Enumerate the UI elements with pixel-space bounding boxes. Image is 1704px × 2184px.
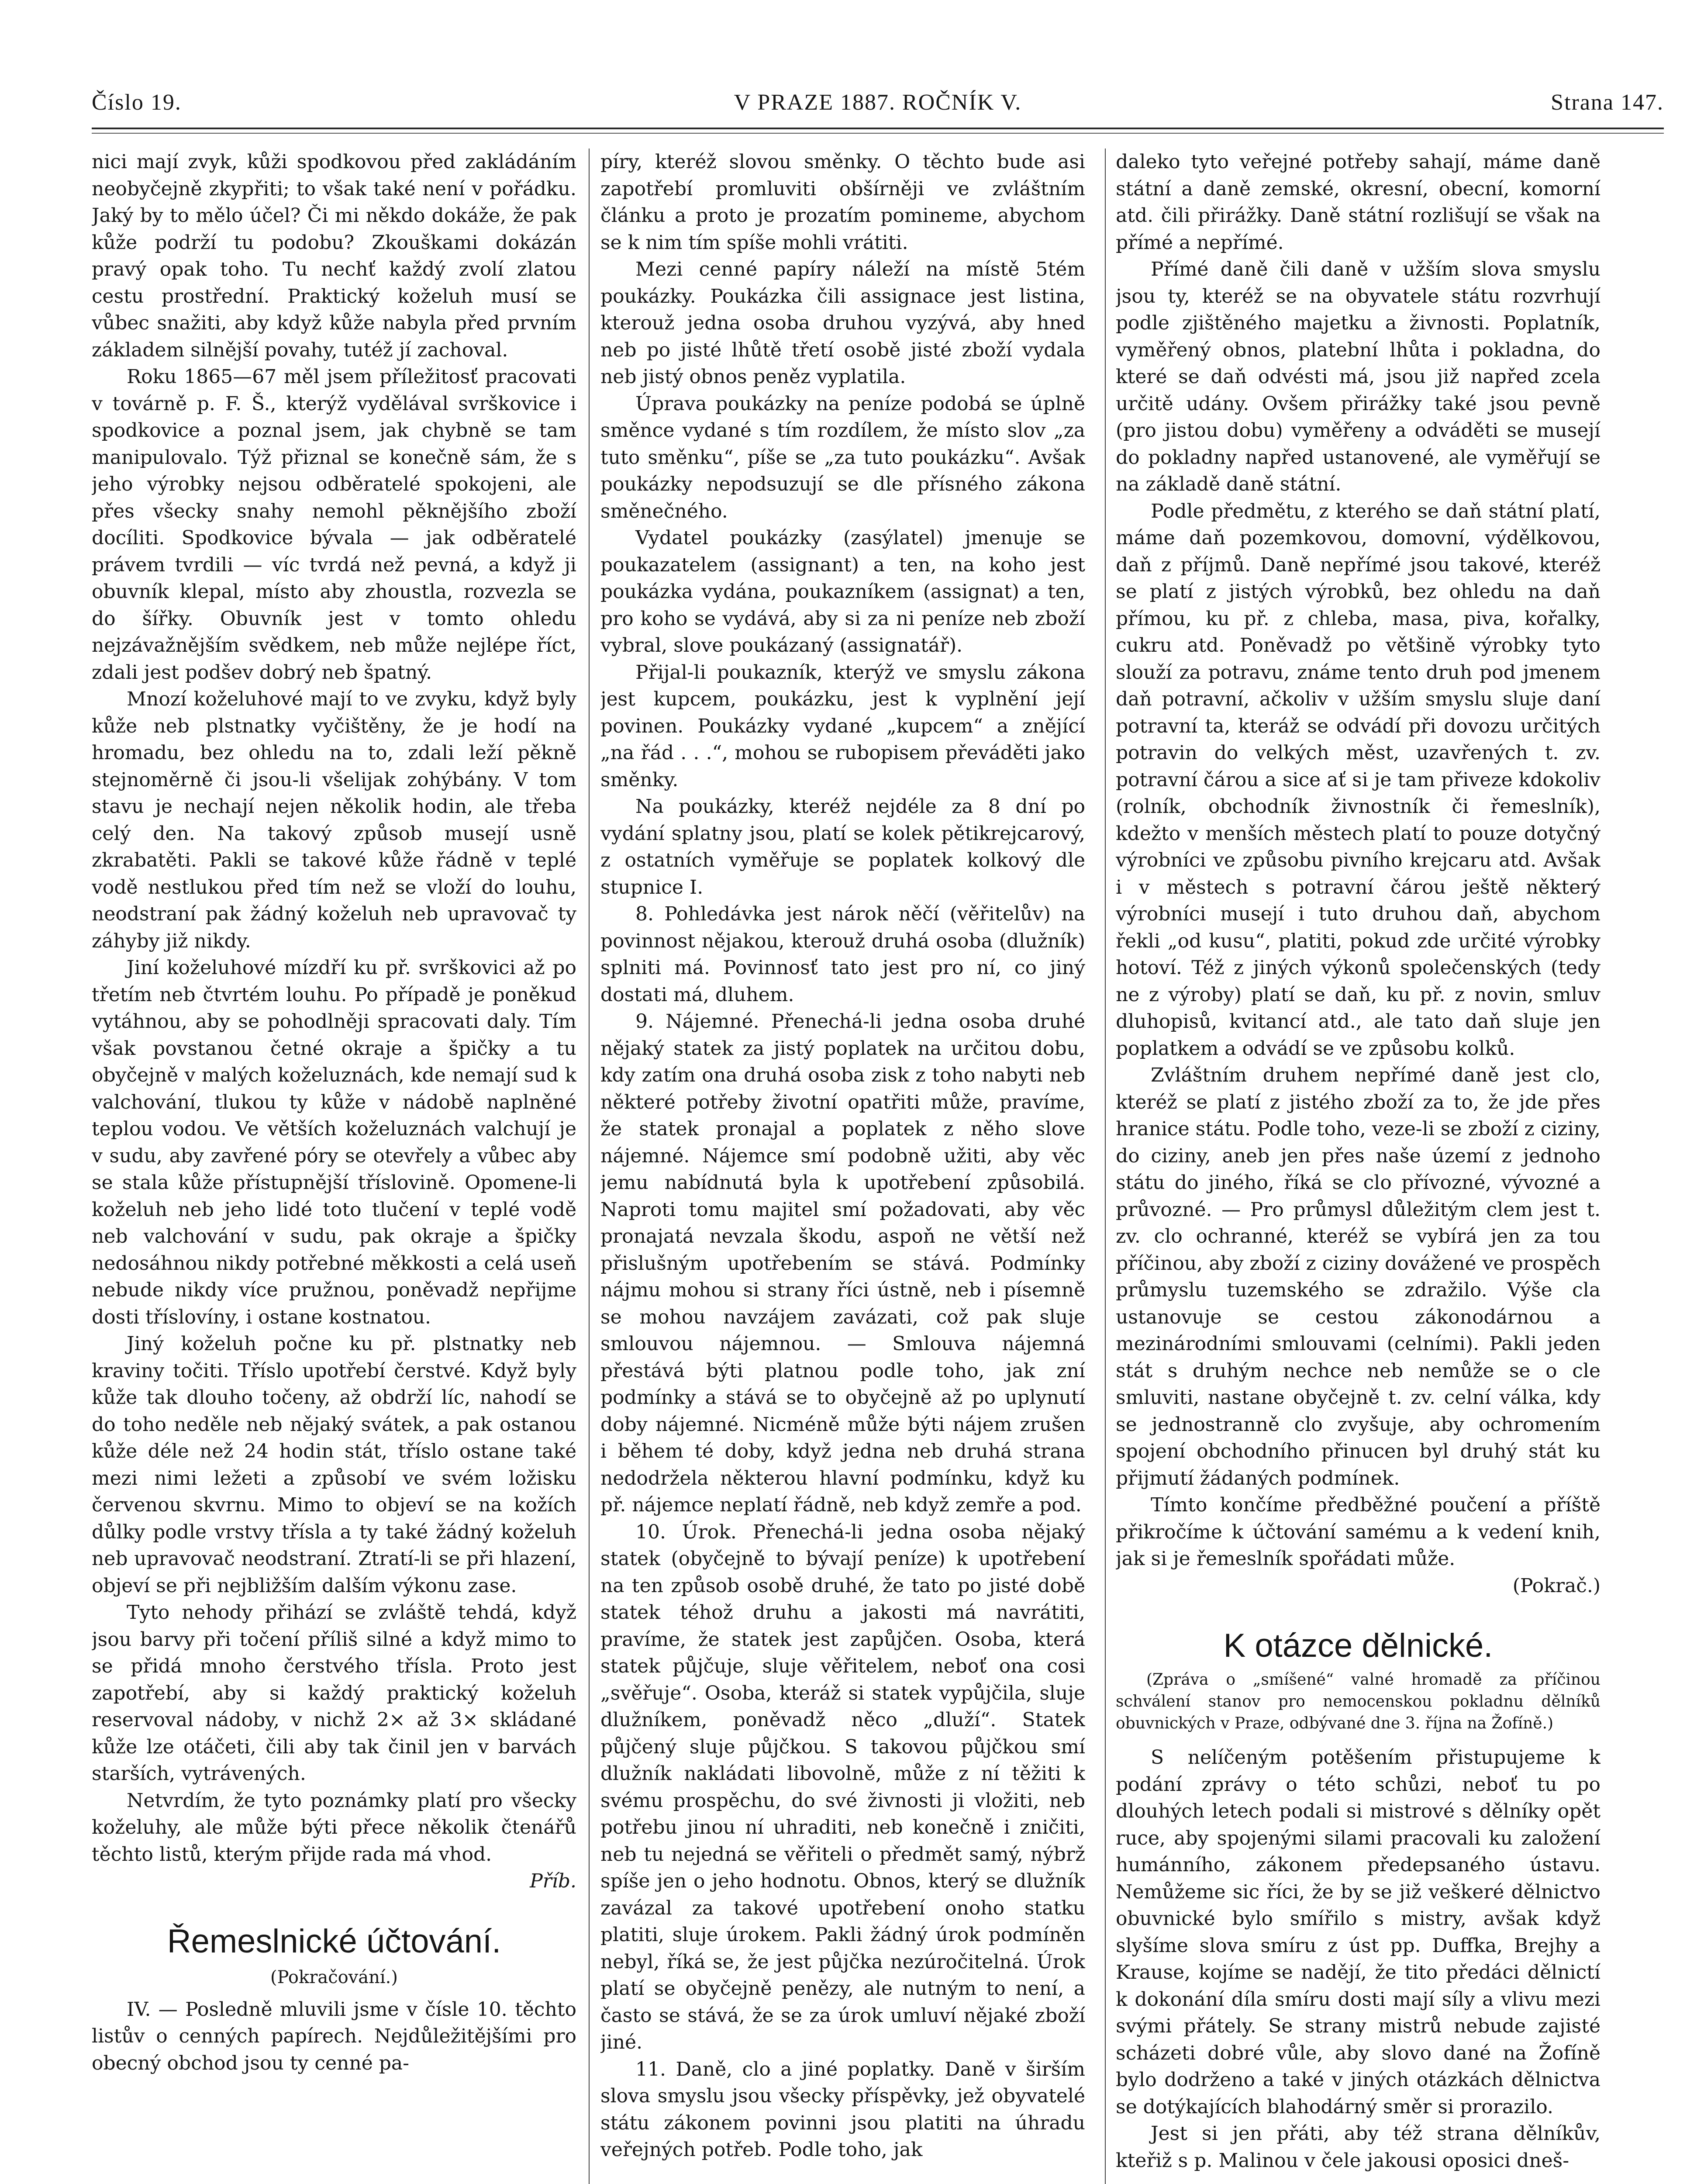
paragraph: Vydatel poukázky (zasýlatel) jmenuje se poukazatelem (assignant) a ten, na koho jest poukázka vydána, poukazníkem (assignat) a ten, pro koho se vydává, aby si za ni peníze neb zboží vybral, slove poukázaný (assignatář).	[600, 527, 1085, 657]
paragraph: Roku 1865—67 měl jsem příležitosť pracovati v továrně p. F. Š., kterýž vydělával svrškovice i spodkovice a poznal jsem, jak chybně se tam manipulovalo. Týž přiznal se konečně sám, že s jeho výrobky nejsou odběratelé spokojeni, ale přes všecky snahy nemohl pěknějšího zboží docíliti. Spodkovice bývala — jak odběratelé právem tvrdili — víc tvrdá než pevná, a když ji obuvník klepal, místo aby zhoustla, rozvezla se do šířky. Obuvník jest v tomto ohledu nejzávažnějším svědkem, neb může nejlépe říct, zdali jest podšev dobrý neb špatný.	[92, 366, 576, 684]
paragraph: nici mají zvyk, kůži spodkovou před zakládáním neobyčejně zkypřiti; to však také není v pořádku. Jaký by to mělo účel? Či mi někdo dokáže, že pak kůže podrží tu podobu? Zkouškami dokázán pravý opak toho. Tu nechť každý zvolí zlatou cestu prostřední. Praktický koželuh musí se vůbec snažiti, aby když kůže nabyla před prvním základem silnější povahy, tutéž jí zachoval.	[92, 151, 576, 361]
column-divider-1	[589, 149, 590, 2184]
paragraph: píry, kteréž slovou směnky. O těchto bude asi zapotřebí promluviti obšírněji ve zvláštním článku a proto je prozatím pomineme, abychom se k nim tím spíše mohli vrátiti.	[600, 151, 1085, 254]
header-rule-thin	[92, 133, 1664, 134]
paragraph: Tímto končíme předběžné poučení a příště přikročíme k účtování samému a k vedení knih, jak si je řemeslník spořádati může.	[1116, 1494, 1601, 1570]
section-najemne: 9. Nájemné. Přenechá-li jedna osoba druhé nějaký statek za jistý poplatek na určitou dobu, kdy zatím ona druhá osoba zisk z toho nabyti neb některé potřeby životní opatřiti může, pravíme, že statek pronajal a poplatek z něho slove nájemné. Nájemce smí podobně užiti, aby věc jemu nabídnutá byla k upotřebení způsobilá. Naproti tomu majitel smí požadovati, aby věc pronajatá nevzala škodu, aspoň ne větší než přislušným upotřebením se stává. Podmínky nájmu mohou si strany říci ústně, neb i písemně se mohou navzájem zavázati, což pak sluje smlouvou nájemnou. — Smlouva nájemná přestává býti platnou podle toho, jak zní podmínky a stává se to obyčejně až po uplynutí doby nájemné. Nicméně může býti nájem zrušen i během té doby, když jedna neb druhá strana nedodržela některou hlavní podmínku, když ku př. nájemce neplatí řádně, neb když zemře a pod.	[600, 1010, 1085, 1516]
paragraph: Jiný koželuh počne ku př. plstnatky neb kraviny točiti. Tříslo upotřebí čerstvé. Když byly kůže tak dlouho točeny, až obdrží líc, nahodí se do toho neděle neb nějaký svátek, a pak ostanou kůže déle než 24 hodin stát, tříslo ostane také mezi nimi ležeti a způsobí ve svém ložisku červenou skvrnu. Mimo to objeví se na kožích důlky podle vrstvy třísla a ty také žádný koželuh neb upravovač neodstraní. Ztratí-li se při hlazení, objeví se při nejbližším dalším výkonu zase.	[92, 1333, 576, 1597]
column-1	[92, 149, 576, 2184]
paragraph: Úprava poukázky na peníze podobá se úplně směnce vydané s tím rozdílem, že místo slov „za tuto směnku“, píše se „za tuto poukázku“. Avšak poukázky nepodsuzují se dle přísného zákona směnečného.	[600, 392, 1085, 522]
paragraph: daleko tyto veřejné potřeby sahají, máme daně státní a daně zemské, okresní, obecní, komorní atd. čili přirážky. Daně státní rozlišují se však na přímé a nepřímé.	[1116, 151, 1601, 254]
paragraph: Přímé daně čili daně v užším slova smyslu jsou ty, kteréž se na obyvatele státu rozvrhují podle zjištěného majetku a živnosti. Poplatník, vyměřený obnos, platební lhůta i pokladna, do které se daň odvésti má, jsou již napřed zcela určitě udány. Ovšem přirážky také jsou pevně (pro jistou dobu) vyměřeny a odváděti se musejí do pokladny napřed ustanovené, ale vyměřují se na základě daně státní.	[1116, 258, 1601, 495]
article-title-remeslnicke-uctovani: Řemeslnické účtování.	[167, 1922, 501, 1960]
article-subtitle: (Pokračování.)	[270, 1967, 398, 1987]
masthead-date: V PRAZE 1887. ROČNÍK V.	[734, 90, 1022, 115]
paragraph: Netvrdím, že tyto poznámky platí pro všecky koželuhy, ale může býti přece několik čtenářů těchto listů, kterým přijde rada má vhod.	[92, 1789, 576, 1866]
paragraph: Tyto nehody přihází se zvláště tehdá, když jsou barvy při točení příliš silné a když mimo to se přidá mnoho čerstvého třísla. Proto jest zapotřebí, aby si každý praktický koželuh reservoval nádoby, v nichž 2× až 3× skládané kůže lze otáčeti, čili aby tak činil jen v barvách starších, vytrávených.	[92, 1601, 576, 1785]
column-3	[1116, 149, 1601, 2184]
section-urok: 10. Úrok. Přenechá-li jedna osoba nějaký statek (obyčejně to bývají peníze) k upotřebení na ten způsob osobě druhé, že tato po jisté době statek téhož druhu a jakosti má navrátiti, pravíme, že statek jest zapůjčen. Osoba, která statek půjčuje, sluje věřitelem, neboť ona cosi „svěřuje“. Osoba, kteráž si statek vypůjčila, sluje dlužníkem, poněvadž něco „dluží“. Statek půjčený sluje půjčkou. S takovou půjčkou smí dlužník nakládati libovolně, může z ní těžiti k svému prospěchu, do své živnosti ji vložiti, neb potřebu jinou ní uhraditi, neb konečně i zničiti, neb tu nejedná se věřiteli o předmět samý, nýbrž spíše jen o jeho hodnotu. Obnos, který se dlužník zavázal za takové upotřebení onoho statku platiti, sluje úrokem. Pakli žádný úrok podmíněn nebyl, říká se, že jest půjčka nezúročitelná. Úrok platí se obyčejně penězy, ale nutným to není, a často se stává, že se za úrok umluví nějaké zboží jiné.	[600, 1521, 1085, 2053]
column-divider-2	[1105, 149, 1106, 2184]
column-2	[600, 149, 1085, 2184]
section-pohledavka: 8. Pohledávka jest nárok něčí (věřitelův) na povinnost nějakou, kterouž druhá osoba (dlužník) splniti má. Povinnosť tato jest pro ní, co jiný dostati má, dluhem.	[600, 903, 1085, 1006]
paragraph: Jiní koželuhové mízdří ku př. svrškovici až po třetím neb čtvrtém louhu. Po případě je poněkud vytáhnou, aby se pohodlněji spracovati daly. Tím však povstanou četné okraje a špičky a tu obyčejně v malých koželuznách, kde nemají sud k valchování, tlukou ty kůže v nádobě naplněné teplou vodou. Ve větších koželuznách valchují je v sudu, aby zavřené póry se otevřely a vůbec aby se stala kůže přístupnější tříslovině. Opomene-li koželuh neb jeho lidé toto tlučení v teplé vodě neb valchování v sudu, pak okraje a špičky nedosáhnou nikdy potřebné měkkosti a celá useň nebude nikdy více pružnou, poněvadž nepřijme dosti tříslovíny, i ostane kostnatou.	[92, 957, 576, 1328]
paragraph: IV. — Posledně mluvili jsme v čísle 10. těchto listův o cenných papírech. Nejdůležitějšími pro obecný obchod jsou ty cenné pa-	[92, 1998, 576, 2074]
issue-number: Číslo 19.	[92, 90, 182, 115]
article-title-k-otazce-delnicke: K otázce dělnické.	[1223, 1627, 1493, 1664]
paragraph: Mezi cenné papíry náleží na místě 5tém poukázky. Poukázka čili assignace jest listina, kterouž jedna osoba druhou vyzývá, aby hned neb po jisté lhůtě třetí osobě jisté zboží vydala neb jistý obnos peněz vyplatila.	[600, 258, 1085, 388]
paragraph: Zvláštním druhem nepřímé daně jest clo, kteréž se platí z jistého zboží za to, že jde přes hranice státu. Podle toho, veze-li se zboží z ciziny, do ciziny, aneb jen přes naše území z jednoho státu do jiného, říká se clo přívozné, vývozné a průvozné. — Pro průmysl důležitým clem jest t. zv. clo ochranné, kteréž se vybírá jen za tou příčinou, aby zboží z ciziny dovážené ve prospěch průmyslu tuzemského se zdražilo. Výše cla ustanovuje se cestou zákonodárnou a mezinárodními smlouvami (celními). Pakli jeden stát s druhým nechce neb nemůže se o cle smluviti, nastane obyčejně t. zv. celní válka, kdy se jednostranně clo zvyšuje, aby ochromením spojení obchodního přinucen byl druhý stát ku přijmutí žádaných podmínek.	[1116, 1064, 1601, 1489]
author-signature: Příb.	[530, 1870, 576, 1892]
paragraph: Na poukázky, kteréž nejdéle za 8 dní po vydání splatny jsou, platí se kolek pětikrejcarový, z ostatních vyměřuje se poplatek kolkový dle stupnice I.	[600, 795, 1085, 898]
paragraph: Podle předmětu, z kterého se daň státní platí, máme daň pozemkovou, domovní, výdělkovou, daň z příjmů. Daně nepřímé jsou takové, kteréž se platí z jistých výrobků, bez ohledu na daň přímou, ku př. z chleba, masa, piva, kořalky, cukru atd. Poněvadž po většině výrobky tyto slouží za potravu, známe tento druh pod jmenem daň potravní, ačkoliv v užším smyslu sluje daní potravní ta, kteráž se odvádí při dovozu určitých potravin do velkých měst, uzavřených t. zv. potravní čárou a sice ať si je tam přiveze kdokoliv (rolník, obchodník živnostník či řemeslník), kdežto v menších městech platí to pouze dotyčný výrobníci ve způsobu pivního krejcaru atd. Avšak i v městech s potravní čárou ještě některý výrobníci musejí i tuto druhou daň, abychom řekli „od kusu“, platiti, pokud zde určité výrobky hotoví. Též z jiných výkonů společenských (tedy ne z výroby) platí se daň, ku př. z novin, smluv dluhopisů, kvitancí atd., ale tato daň sluje jen poplatkem a odvádí se ve způsobu kolků.	[1116, 500, 1601, 1060]
continuation-note: (Pokrač.)	[1512, 1574, 1601, 1597]
paragraph: S nelíčeným potěšením přistupujeme k podání zprávy o této schůzi, neboť tu po dlouhých letech podali si mistrové s dělníky opět ruce, aby spojenými silami pracovali ku založení humánního, zákonem předepsaného ústavu. Nemůžeme sic říci, že by se již veškeré dělnictvo obuvnické bylo smířilo s mistry, avšak když slyšíme slova smíru z úst pp. Duffka, Brejhy a Krause, kojíme se nadějí, že tito předáci dělnictí k dokonání díla smíru dosti mají síly a vlivu mezi svými přátely. Se strany mistrů nebude zajisté scházeti dobré vůle, aby slovo dané na Žofíně bylo dodrženo a také v jiných otázkách dělnictva se dotýkajících blahodárný směr si prorazilo.	[1116, 1746, 1601, 2118]
page-number: Strana 147.	[1551, 90, 1664, 115]
paragraph: Přijal-li poukazník, kterýž ve smyslu zákona jest kupcem, poukázku, jest k vyplnění její povinen. Poukázky vydané „kupcem“ a znějící „na řád . . .“, mohou se rubopisem převáděti jako směnky.	[600, 661, 1085, 791]
paragraph: Jest si jen přáti, aby též strana dělníkův, kteřiž s p. Malinou v čele jakousi oposici dneš-	[1116, 2122, 1601, 2172]
header-rule	[92, 128, 1664, 129]
article-lead-note: (Zpráva o „smíšené“ valné hromadě za příčinou schválení stanov pro nemocenskou pokladnu dělníků obuvnických v Praze, odbývané dne 3. října na Žofíně.)	[1116, 1671, 1601, 1732]
page-header	[92, 90, 1664, 120]
paragraph: Mnozí koželuhové mají to ve zvyku, když byly kůže neb plstnatky vyčištěny, že je hodí na hromadu, bez ohledu na to, zdali leží pěkně stejnoměrně či jsou-li všelijak zohýbány. V tom stavu je nechají nejen několik hodin, ale třeba celý den. Na takový způsob musejí usně zkrabatěti. Pakli se takové kůže řádně v teplé vodě nestlukou před tím než se vloží do louhu, neodstraní pak žádný koželuh neb upravovač ty záhyby již nikdy.	[92, 688, 576, 952]
section-dane: 11. Daně, clo a jiné poplatky. Daně v širším slova smyslu jsou všecky příspěvky, jež obyvatelé státu zákonem povinni jsou platiti na úhradu veřejných potřeb. Podle toho, jak	[600, 2058, 1085, 2161]
